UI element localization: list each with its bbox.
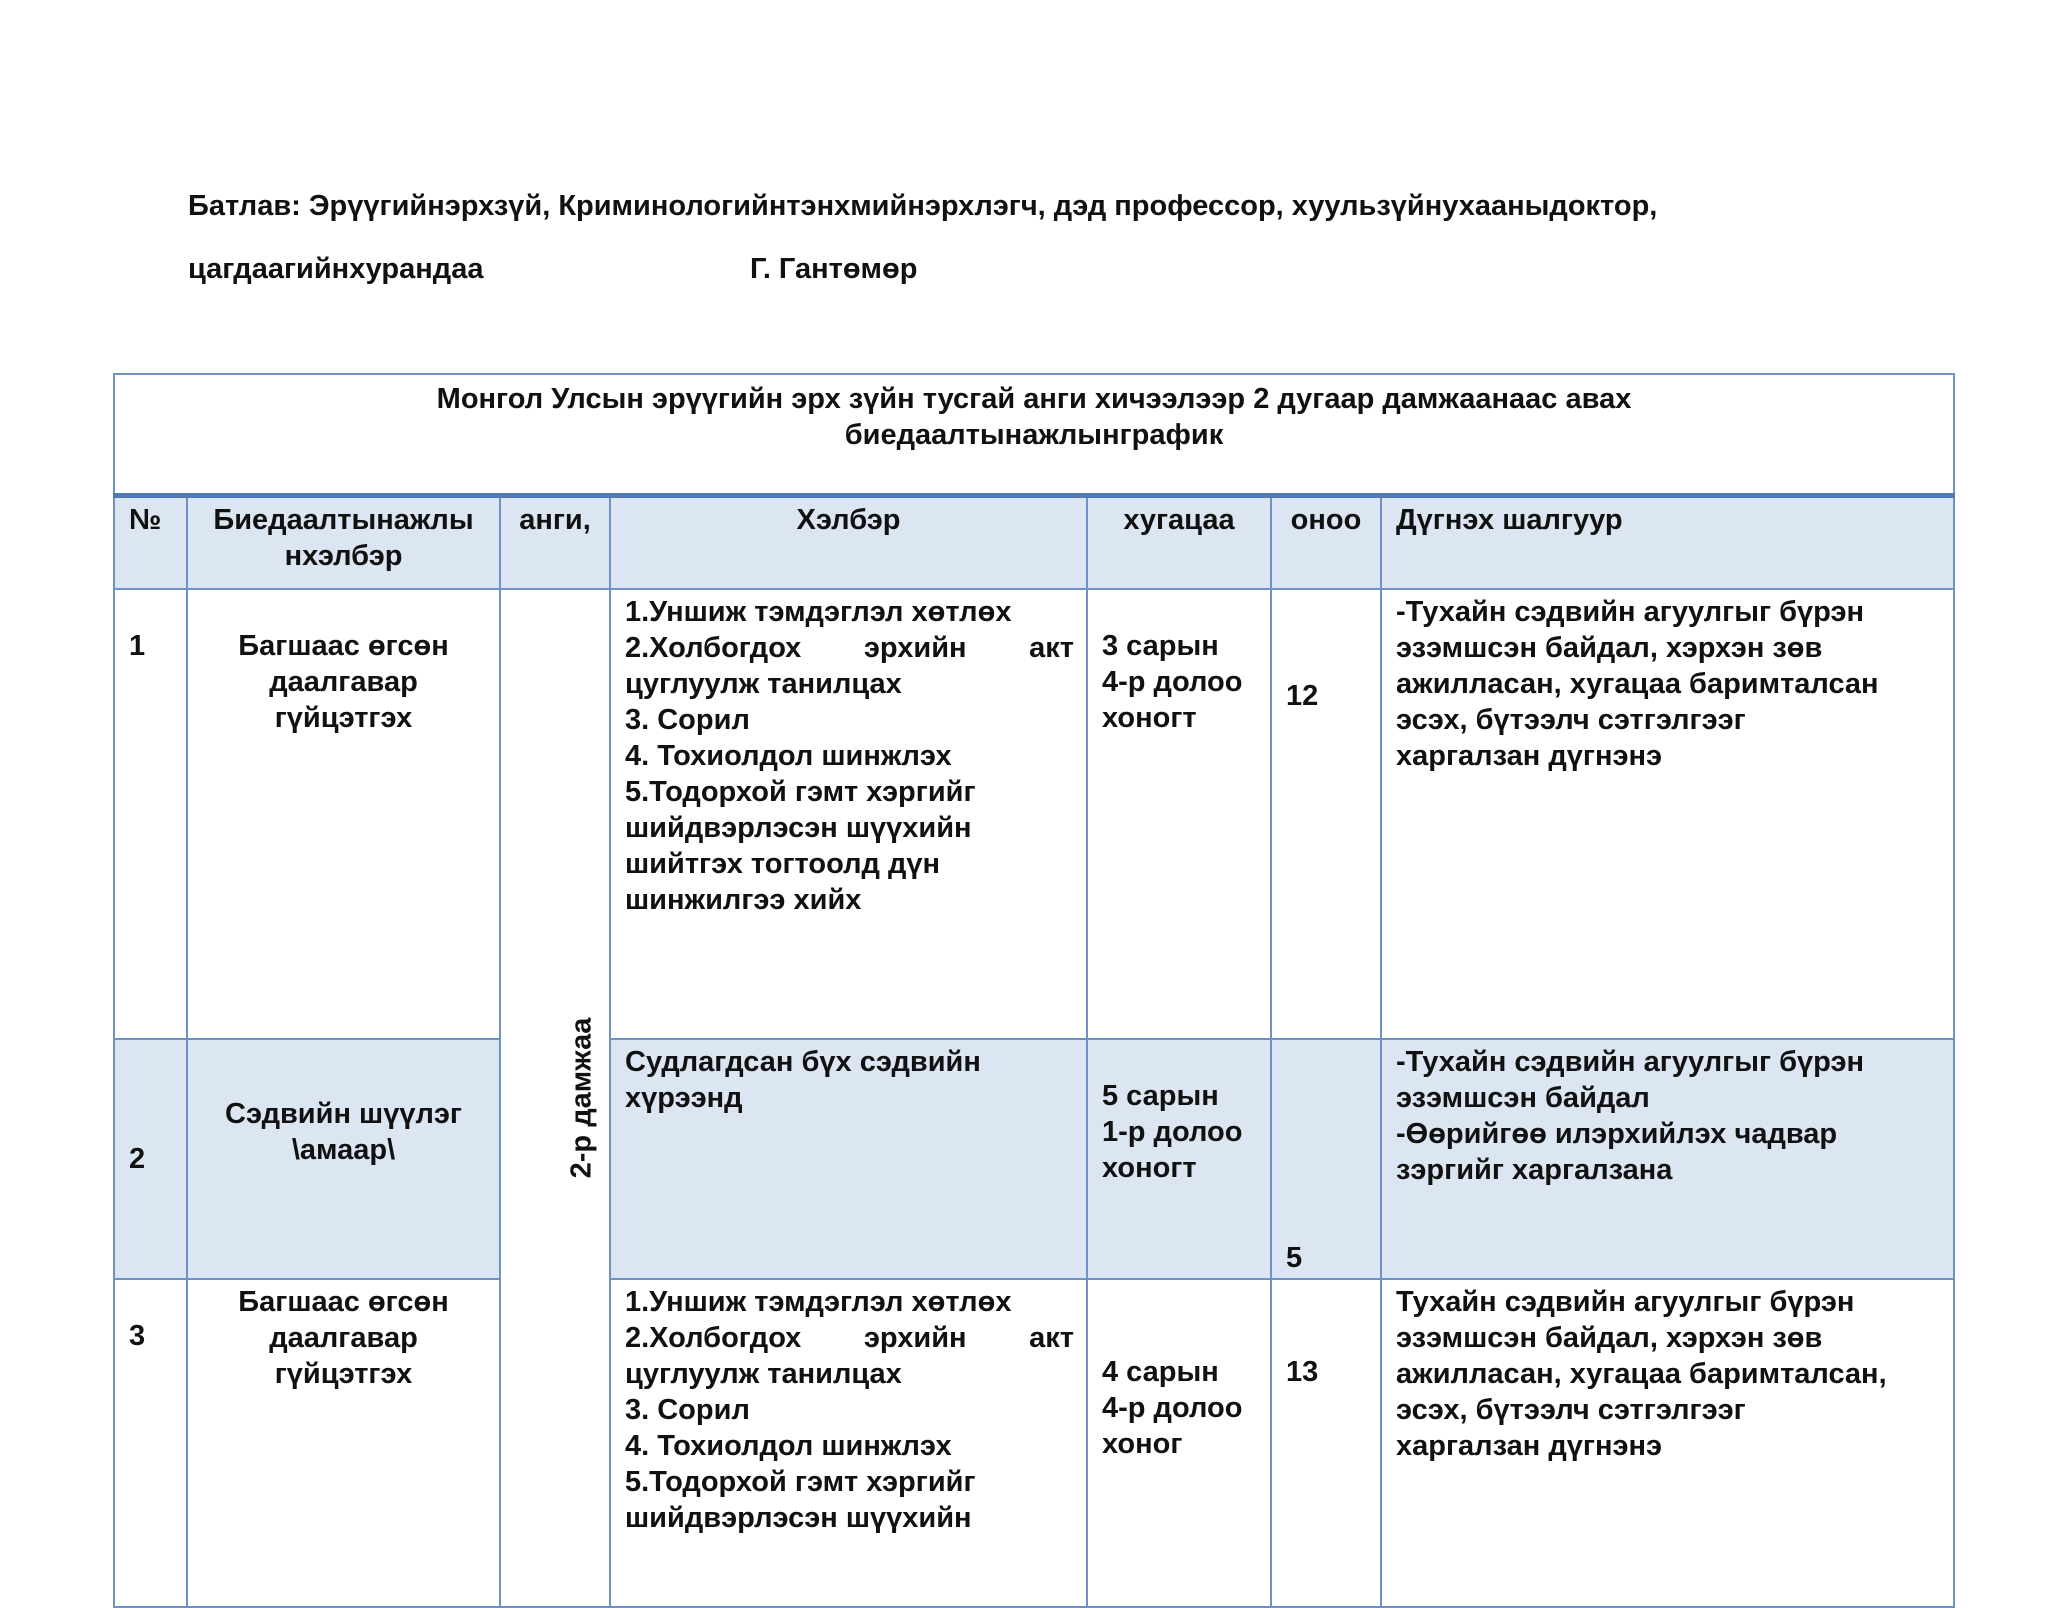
- row-form: [187, 589, 500, 1039]
- header-criteria: Дүгнэх шалгуур: [1381, 496, 1954, 590]
- row-type-line: цуглуулж танилцах: [625, 1358, 902, 1390]
- row-type-line: шийдвэрлэсэн шүүхийн: [625, 1502, 972, 1534]
- row-num: 2: [114, 1039, 187, 1279]
- row-type-line: 1.Уншиж тэмдэглэл хөтлөх: [625, 1286, 1012, 1318]
- approver-role: цагдаагийнхурандаа: [188, 253, 484, 285]
- header-class: анги,: [500, 496, 610, 590]
- header-form-line-2: нхэлбэр: [284, 540, 403, 572]
- row-duration-line: хоног: [1102, 1428, 1183, 1460]
- row-type-line: шинжилгээ хийх: [625, 884, 862, 916]
- row-type-line: 5.Тодорхой гэмт хэргийг: [625, 776, 976, 808]
- table-row: [114, 1039, 1954, 1279]
- row-criteria-line: эзэмшсэн байдал, хэрхэн зөв: [1396, 1322, 1823, 1354]
- table-row: [114, 589, 1954, 1039]
- header-form-line-1: Биедаалтынажлы: [213, 504, 474, 536]
- row-type-line: 4. Тохиолдол шинжлэх: [625, 1430, 952, 1462]
- row-form: [187, 1279, 500, 1607]
- row-num: 1: [114, 589, 187, 1039]
- table-title-line-2: биедаалтынажлынграфик: [844, 419, 1224, 451]
- row-score: 5: [1271, 1039, 1381, 1279]
- row-criteria-line: харгалзан дүгнэнэ: [1396, 1430, 1663, 1462]
- approval-line-1: Батлав: Эрүүгийнэрхзүй, Криминологийнтэнхмийнэрхлэгч, дэд профессор, хуульзүйнухааныдоктор,: [188, 190, 1658, 222]
- row-criteria: [1381, 1039, 1954, 1279]
- header-row: [114, 496, 1954, 590]
- approval-line-2: [188, 253, 918, 285]
- row-type-line: 1.Уншиж тэмдэглэл хөтлөх: [625, 596, 1012, 628]
- row-type: [610, 1039, 1087, 1279]
- row-form-line: Багшаас өгсөн: [238, 630, 449, 662]
- row-type-line: 4. Тохиолдол шинжлэх: [625, 740, 952, 772]
- row-criteria-line: -Тухайн сэдвийн агуулгыг бүрэн: [1396, 1046, 1865, 1078]
- row-type-line: Судлагдсан бүх сэдвийн: [625, 1046, 981, 1078]
- row-duration-line: 4-р долоо: [1102, 1392, 1243, 1424]
- row-duration-line: хоногт: [1102, 702, 1197, 734]
- header-score: оноо: [1271, 496, 1381, 590]
- row-form: [187, 1039, 500, 1279]
- row-form-line: даалгавар: [269, 1322, 418, 1354]
- row-criteria-line: Тухайн сэдвийн агуулгыг бүрэн: [1396, 1286, 1855, 1318]
- row-criteria-line: эзэмшсэн байдал: [1396, 1082, 1650, 1114]
- table-title-line-1: Монгол Улсын эрүүгийн эрх зүйн тусгай анги хичээлээр 2 дугаар дамжаанаас авах: [436, 383, 1632, 415]
- row-type-line: 3. Сорил: [625, 704, 750, 736]
- row-form-line: гүйцэтгэх: [274, 1358, 413, 1390]
- row-form-line: Багшаас өгсөн: [238, 1286, 449, 1318]
- row-type-line: 3. Сорил: [625, 1394, 750, 1426]
- row-criteria-line: ажилласан, хугацаа баримталсан: [1396, 668, 1879, 700]
- row-type: [610, 1279, 1087, 1607]
- row-criteria-line: -Өөрийгөө илэрхийлэх чадвар: [1396, 1118, 1838, 1150]
- row-form-line: даалгавар: [269, 666, 418, 698]
- title-row: [114, 374, 1954, 496]
- row-form-line: гүйцэтгэх: [274, 702, 413, 734]
- row-duration-line: 1-р долоо: [1102, 1116, 1243, 1148]
- row-type-line: шийдвэрлэсэн шүүхийн: [625, 812, 972, 844]
- row-type-line: цуглуулж танилцах: [625, 668, 902, 700]
- header-duration: хугацаа: [1087, 496, 1271, 590]
- row-type-line: 5.Тодорхой гэмт хэргийг: [625, 1466, 976, 1498]
- row-type-line: шийтгэх тогтоолд дүн: [625, 848, 941, 880]
- row-form-line: Сэдвийн шүүлэг: [225, 1098, 462, 1130]
- row-duration-line: хоногт: [1102, 1152, 1197, 1184]
- row-num: 3: [114, 1279, 187, 1607]
- schedule-table: [113, 373, 1955, 1608]
- header-type: Хэлбэр: [610, 496, 1087, 590]
- approver-name: Г. Гантөмөр: [750, 253, 918, 285]
- row-criteria-line: эсэх, бүтээлч сэтгэлгээг: [1396, 704, 1746, 736]
- row-duration-line: 5 сарын: [1102, 1080, 1219, 1112]
- row-duration-line: 4-р долоо: [1102, 666, 1243, 698]
- row-criteria: [1381, 589, 1954, 1039]
- row-type: [610, 589, 1087, 1039]
- row-criteria-line: харгалзан дүгнэнэ: [1396, 740, 1663, 772]
- row-criteria-line: ажилласан, хугацаа баримталсан,: [1396, 1358, 1887, 1390]
- row-type-line: хүрээнд: [625, 1082, 743, 1114]
- row-criteria: [1381, 1279, 1954, 1607]
- row-criteria-line: эсэх, бүтээлч сэтгэлгээг: [1396, 1394, 1746, 1426]
- row-type-line: 2.Холбогдох эрхийн акт: [625, 1322, 1074, 1354]
- row-duration: [1087, 1039, 1271, 1279]
- row-criteria-line: эзэмшсэн байдал, хэрхэн зөв: [1396, 632, 1823, 664]
- row-type-line: 2.Холбогдох эрхийн акт: [625, 632, 1074, 664]
- class-merged-cell: [500, 589, 610, 1607]
- row-criteria-line: -Тухайн сэдвийн агуулгыг бүрэн: [1396, 596, 1865, 628]
- header-num: №: [114, 496, 187, 590]
- row-form-line: \амаар\: [291, 1134, 396, 1166]
- row-criteria-line: зэргийг харгалзана: [1396, 1154, 1673, 1186]
- table-title: [114, 374, 1954, 496]
- row-duration-line: 3 сарын: [1102, 630, 1219, 662]
- row-duration-line: 4 сарын: [1102, 1356, 1219, 1388]
- row-duration: [1087, 1279, 1271, 1607]
- row-score: 12: [1271, 589, 1381, 1039]
- class-label-vertical: 2-р дамжаа: [565, 1017, 598, 1179]
- table-row: [114, 1279, 1954, 1607]
- row-duration: [1087, 589, 1271, 1039]
- row-score: 13: [1271, 1279, 1381, 1607]
- header-form: [187, 496, 500, 590]
